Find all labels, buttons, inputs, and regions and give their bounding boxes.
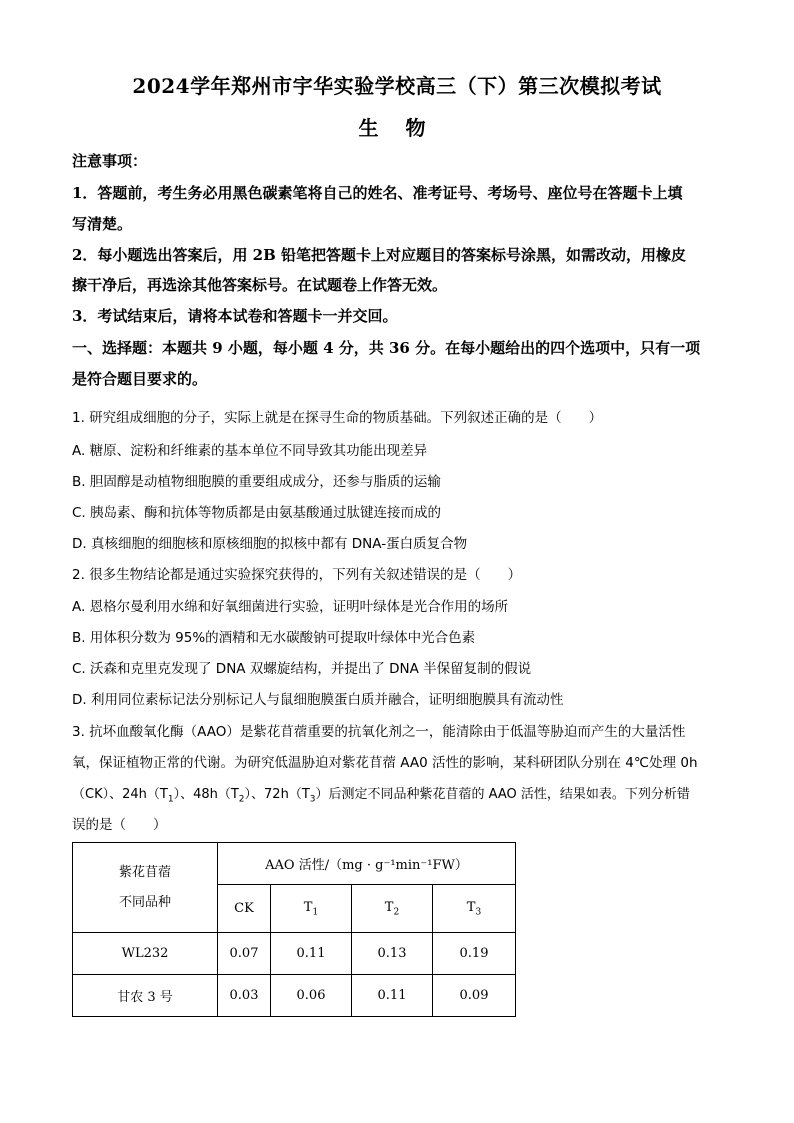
column-header-t1: $T_1$: [271, 885, 352, 933]
question-3-line-4: 误的是（ ）: [72, 817, 167, 833]
section-heading-line-2: 是符合题目要求的。: [72, 370, 208, 388]
table-corner-header: 紫花苜蓿 不同品种: [73, 843, 218, 933]
note-item-1-line-1: 1．答题前，考生务必用黑色碳素笔将自己的姓名、准考证号、考场号、座位号在答题卡上填: [72, 184, 683, 202]
table-group-header: AAO 活性/（mg · g⁻¹min⁻¹FW）: [218, 843, 516, 885]
question-1-option-c: C. 胰岛素、酶和抗体等物质都是由氨基酸通过肽键连接而成的: [72, 505, 442, 521]
value-ck: 0.07: [218, 933, 271, 975]
question-2-stem: 2. 很多生物结论都是通过实验探究获得的，下列有关叙述错误的是（ ）: [72, 567, 522, 583]
exam-title: 2024学年郑州市宇华实验学校高三（下）第三次模拟考试: [132, 74, 662, 98]
question-2-option-b: B. 用体积分数为 95%的酒精和无水碳酸钠可提取叶绿体中光合色素: [72, 630, 476, 646]
note-item-2-line-2: 擦干净后，再选涂其他答案标号。在试题卷上作答无效。: [72, 276, 448, 294]
value-ck: 0.03: [218, 975, 271, 1017]
aao-activity-table: [72, 842, 516, 1017]
section-heading-line-1: 一、选择题：本题共 9 小题，每小题 4 分，共 36 分。在每小题给出的四个选项中，只有一项: [72, 339, 701, 357]
question-1-option-d: D. 真核细胞的细胞核和原核细胞的拟核中都有 DNA-蛋白质复合物: [72, 536, 468, 552]
notes-heading: 注意事项：: [72, 152, 148, 170]
question-1-option-b: B. 胆固醇是动植物细胞膜的重要组成成分，还参与脂质的运输: [72, 474, 441, 490]
value-t2: 0.13: [352, 933, 433, 975]
question-2-option-a: A. 恩格尔曼利用水绵和好氧细菌进行实验，证明叶绿体是光合作用的场所: [72, 599, 509, 615]
table-row: [73, 975, 516, 1017]
question-3-line-1: 3. 抗坏血酸氧化酶（AAO）是紫花苜蓿重要的抗氧化剂之一，能清除由于低温等胁迫而产生的大量活性: [72, 724, 686, 740]
question-2-option-d: D. 利用同位素标记法分别标记人与鼠细胞膜蛋白质并融合，证明细胞膜具有流动性: [72, 692, 564, 708]
question-1-stem: 1. 研究组成细胞的分子，实际上就是在探寻生命的物质基础。下列叙述正确的是（ ）: [72, 410, 603, 426]
note-item-3: 3．考试结束后，请将本试卷和答题卡一并交回。: [72, 307, 398, 325]
value-t3: 0.19: [433, 933, 516, 975]
column-header-ck: CK: [218, 885, 271, 933]
value-t1: 0.11: [271, 933, 352, 975]
table-row: [73, 933, 516, 975]
value-t2: 0.11: [352, 975, 433, 1017]
question-3-line-3: （CK）、$24h(T_1)$、$48h(T_2)$、$72h(T_3)$后测定不同品种紫花苜蓿的 AAO 活性，结果如表。下列分析错: [72, 787, 690, 805]
variety-name: 甘农 3 号: [73, 975, 218, 1017]
note-item-1-line-2: 写清楚。: [72, 215, 133, 233]
question-3-line-2: 氧，保证植物正常的代谢。为研究低温胁迫对紫花苜蓿 AA0 活性的影响，某科研团队分别在 4℃处理 0h: [72, 755, 698, 771]
question-2-option-c: C. 沃森和克里克发现了 DNA 双螺旋结构，并提出了 DNA 半保留复制的假说: [72, 661, 532, 677]
variety-name: WL232: [73, 933, 218, 975]
column-header-t2: $T_2$: [352, 885, 433, 933]
note-item-2-line-1: 2．每小题选出答案后，用 2B 铅笔把答题卡上对应题目的答案标号涂黑，如需改动，用橡皮: [72, 246, 687, 264]
value-t1: 0.06: [271, 975, 352, 1017]
column-header-t3: $T_3$: [433, 885, 516, 933]
subject-title: 生 物: [358, 116, 436, 140]
value-t3: 0.09: [433, 975, 516, 1017]
question-1-option-a: A. 糖原、淀粉和纤维素的基本单位不同导致其功能出现差异: [72, 443, 428, 459]
